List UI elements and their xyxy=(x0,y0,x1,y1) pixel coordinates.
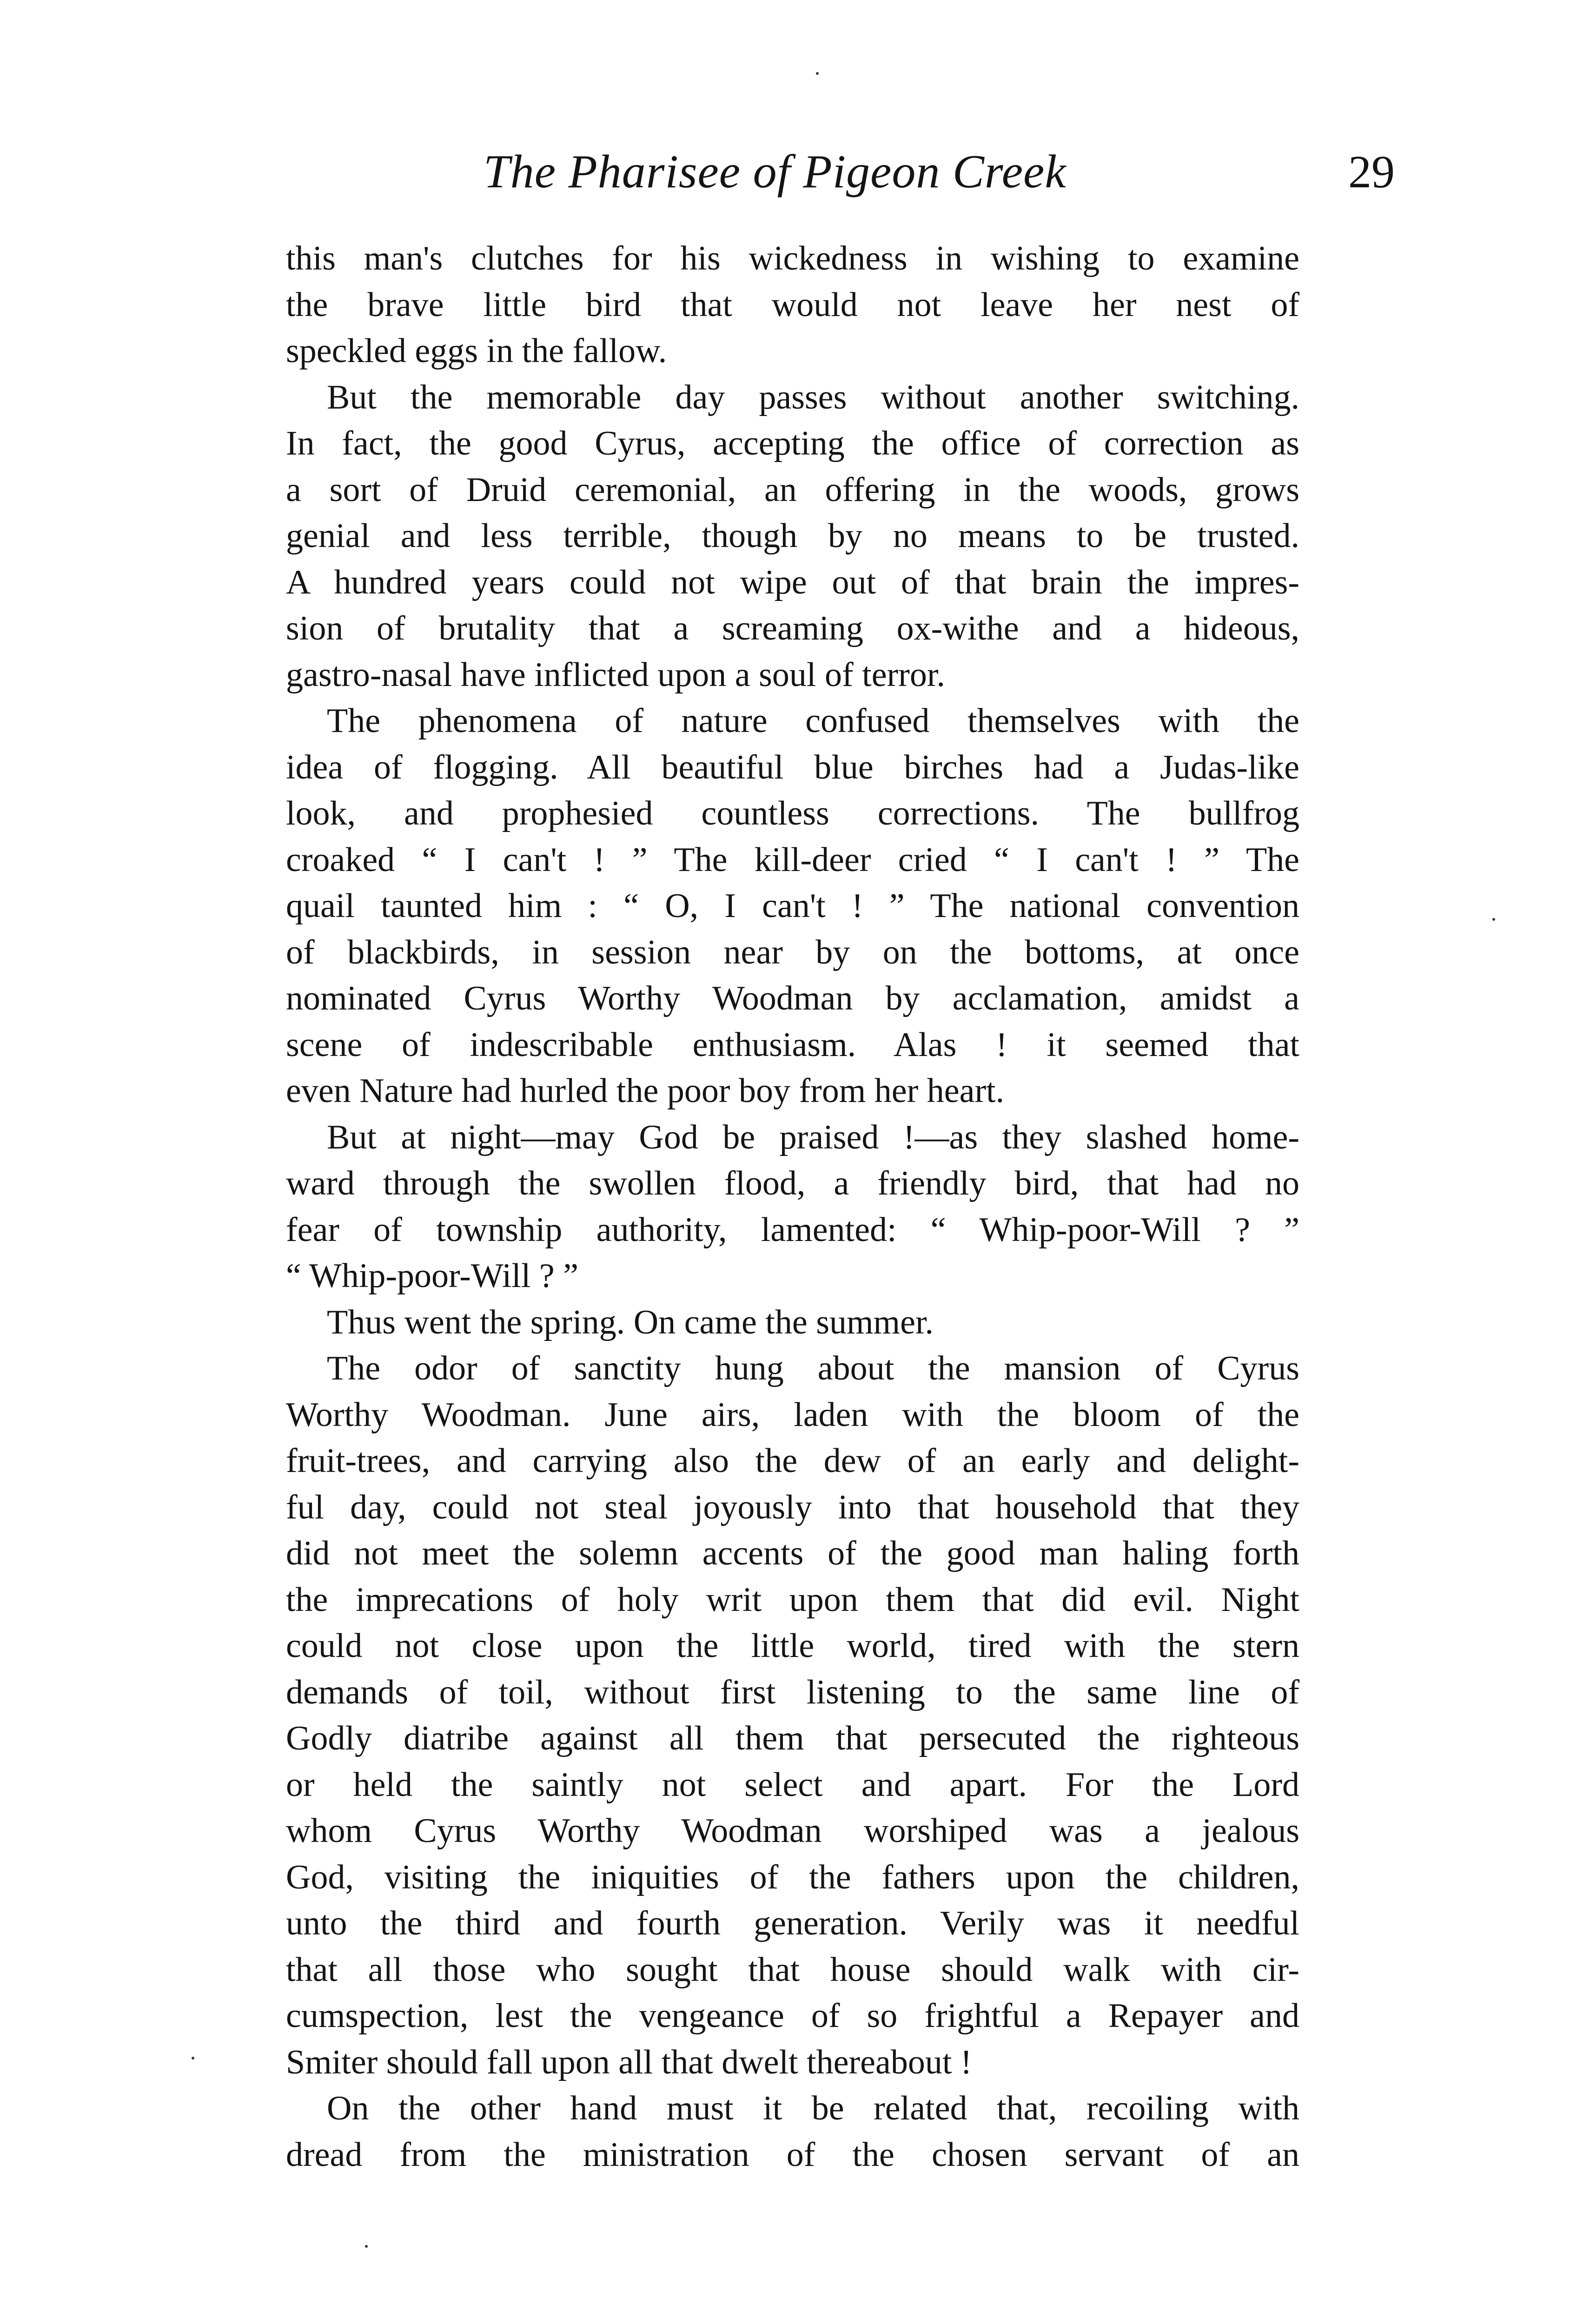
text-line: Smiter should fall upon all that dwelt thereabout ! xyxy=(286,2043,972,2081)
page-header xyxy=(484,137,1395,207)
text-line: ward through the swollen flood, a friendly bird, that had no xyxy=(286,1164,1299,1202)
text-line: nominated Cyrus Worthy Woodman by acclamation, amidst a xyxy=(286,979,1299,1017)
text-line: A hundred years could not wipe out of that brain the impres- xyxy=(286,563,1299,601)
text-line: Worthy Woodman. June airs, laden with the bloom of the xyxy=(286,1395,1299,1434)
text-line: that all those who sought that house should walk with cir- xyxy=(286,1950,1299,1989)
text-line: croaked “ I can't ! ” The kill-deer cried “ I can't ! ” The xyxy=(286,840,1299,879)
text-line: could not close upon the little world, tired with the stern xyxy=(286,1627,1299,1665)
text-line: whom Cyrus Worthy Woodman worshiped was a jealous xyxy=(286,1812,1299,1850)
text-line: “ Whip-poor-Will ? ” xyxy=(286,1257,579,1295)
page-number: 29 xyxy=(1348,146,1395,198)
text-line: scene of indescribable enthusiasm. Alas ! it seemed that xyxy=(286,1025,1299,1064)
paragraph-first-line: But the memorable day passes without another switching. xyxy=(327,378,1299,416)
text-line: did not meet the solemn accents of the good man haling forth xyxy=(286,1534,1299,1572)
text-line: God, visiting the iniquities of the fathers upon the children, xyxy=(286,1858,1299,1896)
body-text xyxy=(286,236,1299,2178)
paper-speck xyxy=(816,72,819,75)
text-line: fear of township authority, lamented: “ Whip-poor-Will ? ” xyxy=(286,1210,1299,1249)
text-line: or held the saintly not select and apart. For the Lord xyxy=(286,1765,1299,1804)
paragraph-first-line: The phenomena of nature confused themselves with the xyxy=(327,702,1299,740)
paper-speck xyxy=(365,2245,368,2248)
text-line: demands of toil, without first listening to the same line of xyxy=(286,1673,1299,1711)
paper-speck xyxy=(1492,918,1495,921)
text-line: sion of brutality that a screaming ox-withe and a hideous, xyxy=(286,609,1299,647)
text-line: a sort of Druid ceremonial, an offering in the woods, grows xyxy=(286,470,1299,509)
text-line: of blackbirds, in session near by on the bottoms, at once xyxy=(286,933,1299,971)
paper-speck xyxy=(192,2057,194,2060)
paragraph-first-line: But at night—may God be praised !—as they slashed home- xyxy=(327,1118,1299,1156)
text-line: fruit-trees, and carrying also the dew of an early and delight- xyxy=(286,1442,1299,1480)
text-line: Godly diatribe against all them that persecuted the righteous xyxy=(286,1719,1299,1757)
text-line: quail taunted him : “ O, I can't ! ” The national convention xyxy=(286,887,1299,925)
running-title: The Pharisee of Pigeon Creek xyxy=(484,145,1067,198)
paragraph-first-line: The odor of sanctity hung about the mansion of Cyrus xyxy=(327,1349,1299,1387)
text-line: even Nature had hurled the poor boy from her heart. xyxy=(286,1072,1005,1110)
text-line: unto the third and fourth generation. Verily was it needful xyxy=(286,1904,1299,1942)
text-line: the brave little bird that would not leave her nest of xyxy=(286,285,1299,324)
text-line: In fact, the good Cyrus, accepting the office of correction as xyxy=(286,424,1299,462)
text-line: gastro-nasal have inflicted upon a soul of terror. xyxy=(286,655,945,694)
text-line: idea of flogging. All beautiful blue birches had a Judas-like xyxy=(286,748,1299,786)
text-line: look, and prophesied countless corrections. The bullfrog xyxy=(286,794,1299,832)
paragraph-first-line: On the other hand must it be related that, recoiling with xyxy=(327,2089,1299,2127)
text-line: ful day, could not steal joyously into that household that they xyxy=(286,1488,1299,1526)
text-line: the imprecations of holy writ upon them that did evil. Night xyxy=(286,1580,1299,1619)
text-line: this man's clutches for his wickedness in wishing to examine xyxy=(286,239,1299,277)
text-line: cumspection, lest the vengeance of so frightful a Repayer and xyxy=(286,1997,1299,2035)
paragraph-first-line: Thus went the spring. On came the summer. xyxy=(327,1303,934,1341)
text-line: genial and less terrible, though by no means to be trusted. xyxy=(286,517,1299,555)
text-line: dread from the ministration of the chosen servant of an xyxy=(286,2135,1299,2174)
text-line: speckled eggs in the fallow. xyxy=(286,332,667,370)
